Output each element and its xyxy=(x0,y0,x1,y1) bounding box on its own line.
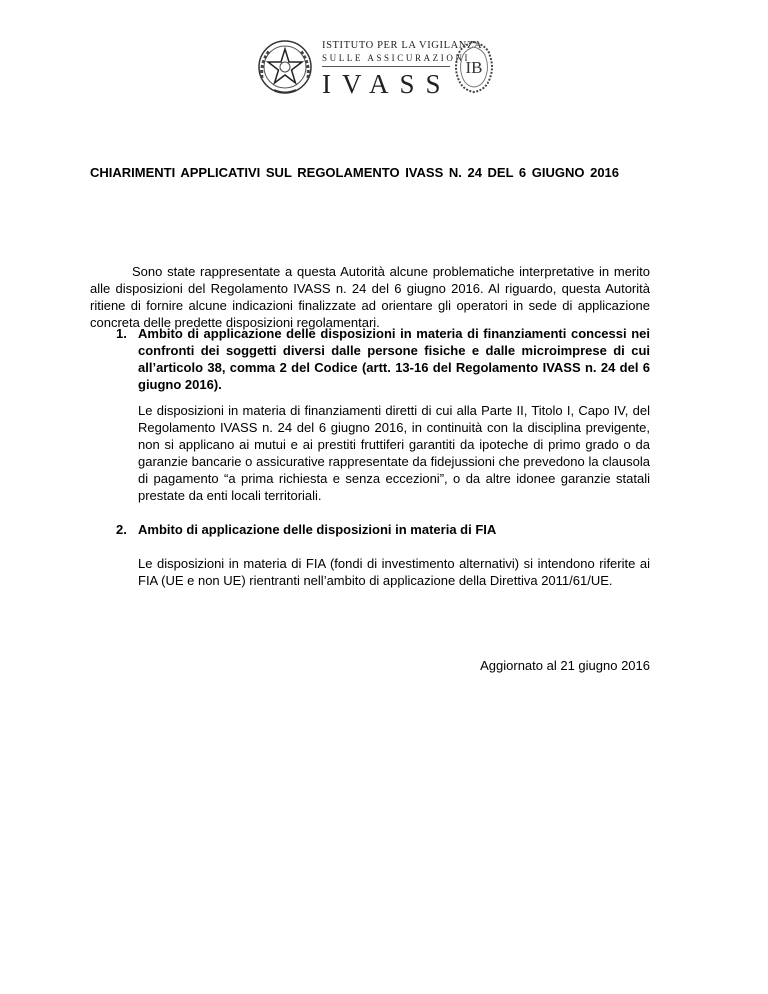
logo-divider xyxy=(322,66,450,67)
ivass-logo xyxy=(256,38,516,100)
banca-italia-mark-icon xyxy=(454,40,494,94)
intro-paragraph: Sono state rappresentate a questa Autorità alcune problematiche interpretative in merito alle disposizioni del Regolamento IVASS n. 24 del 6 giugno 2016. Al riguardo, questa Autorità ritiene di fornire alcune indicazioni finalizzate ad orientare gli operatori in sede di applicazione concreta delle predette disposizioni regolamentari. xyxy=(90,264,650,330)
document-title: CHIARIMENTI APPLICATIVI SUL REGOLAMENTO IVASS N. 24 DEL 6 GIUGNO 2016 xyxy=(90,165,620,180)
item-2-body: Le disposizioni in materia di FIA (fondi di investimento alternativi) si intendono riferite ai FIA (UE e non UE) rientranti nell’ambito di applicazione della Direttiva 2011/61/UE. xyxy=(138,556,650,588)
logo-main: IVASS xyxy=(322,69,452,99)
item-1-body: Le disposizioni in materia di finanziamenti diretti di cui alla Parte II, Titolo I, Capo IV, del Regolamento IVASS n. 24 del 6 giugno 2016, in continuità con la disciplina previgente, non si applicano ai mutui e ai prestiti fruttiferi garantiti da ipoteche di primo grado o da garanzie bancarie o assicurative rappresentate da fidejussioni che prevedono la clausola di pagamento “a prima richiesta e senza eccezioni”, o da altre idonee garanzie statali prestate da enti locali territoriali. xyxy=(138,403,650,503)
logo-line1: ISTITUTO PER LA VIGILANZA xyxy=(322,40,483,51)
item-1-heading: Ambito di applicazione delle disposizioni in materia di finanziamenti concessi nei confronti dei soggetti diversi dalle persone fisiche e dalle microimprese di cui all’articolo 38, comma 2 del Codice (artt. 13-16 del Regolamento IVASS n. 24 del 6 giugno 2016). xyxy=(138,326,650,392)
update-date: Aggiornato al 21 giugno 2016 xyxy=(480,658,650,673)
logo-line2: SULLE ASSICURAZIONI xyxy=(322,53,471,63)
item-1-number: 1. xyxy=(116,326,127,341)
svg-text:IB: IB xyxy=(465,58,483,77)
item-2-number: 2. xyxy=(116,522,127,537)
item-2-heading: Ambito di applicazione delle disposizioni in materia di FIA xyxy=(138,522,497,537)
italian-republic-emblem-icon xyxy=(256,38,314,96)
